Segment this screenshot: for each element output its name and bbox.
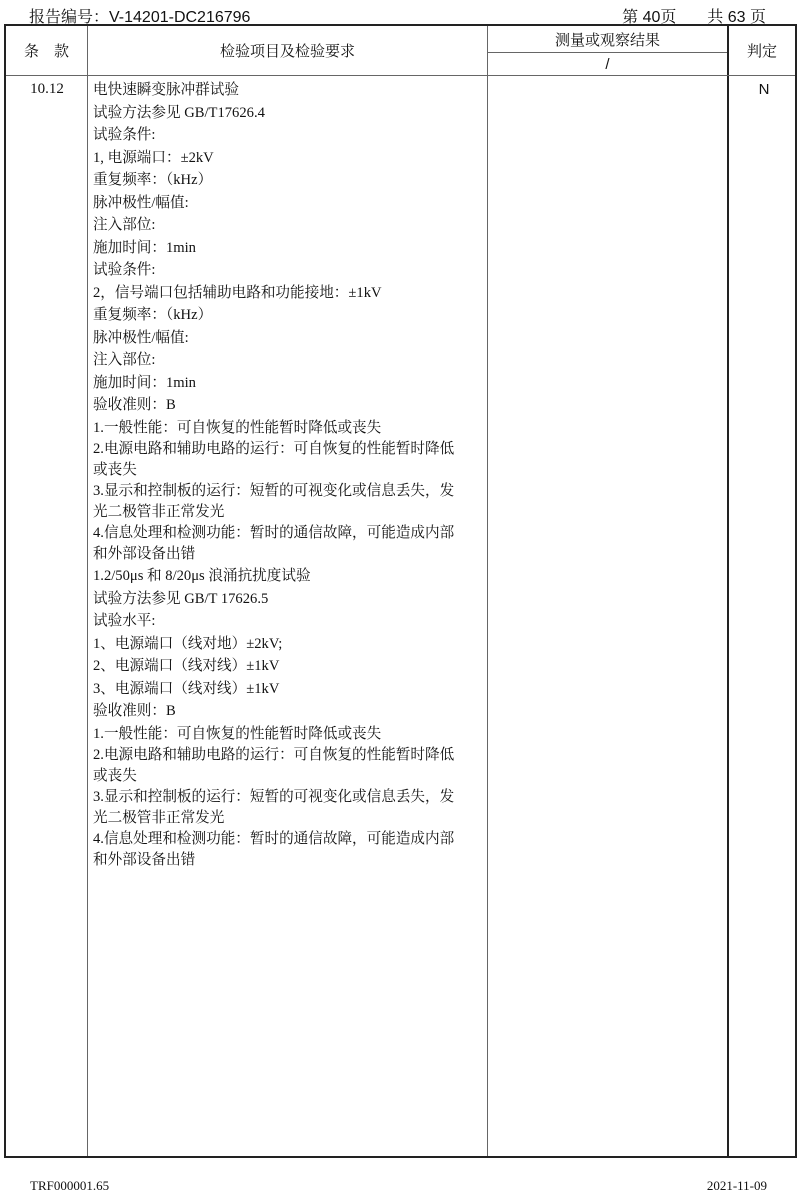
req-line: 3.显示和控制板的运行：短暂的可视变化或信息丢失，发 xyxy=(93,789,455,805)
req-line: 施加时间：1min xyxy=(93,374,196,391)
page-total: 共 63 页 xyxy=(707,9,766,26)
header-verdict: 判定 xyxy=(746,43,777,60)
report-number: 报告编号：V-14201-DC216796 xyxy=(29,9,251,26)
req-line: 和外部设备出错 xyxy=(93,546,196,562)
req-line: 试验条件: xyxy=(93,127,156,143)
verdict-value: N xyxy=(758,81,770,98)
req-line: 脉冲极性/幅值: xyxy=(93,194,189,211)
req-line: 脉冲极性/幅值: xyxy=(93,329,189,346)
column-divider xyxy=(87,26,88,1156)
req-line: 2，信号端口包括辅助电路和功能接地：±1kV xyxy=(93,284,382,301)
form-code: TRF000001.65 xyxy=(30,1178,110,1193)
header-result-sub: / xyxy=(605,55,610,73)
column-divider xyxy=(727,26,729,1156)
req-line: 施加时间：1min xyxy=(93,239,196,256)
req-line: 试验水平: xyxy=(93,613,156,629)
req-line: 注入部位: xyxy=(93,217,156,233)
req-line: 验收准则：B xyxy=(93,703,176,719)
header-result: 测量或观察结果 xyxy=(554,31,660,49)
req-line: 1.2/50μs 和 8/20μs 浪涌抗扰度试验 xyxy=(93,568,311,584)
req-line: 1.一般性能：可自恢复的性能暂时降低或丧失 xyxy=(93,725,382,742)
req-line: 2.电源电路和辅助电路的运行：可自恢复的性能暂时降低 xyxy=(93,747,455,763)
header-item: 检验项目及检验要求 xyxy=(219,43,355,60)
req-line: 注入部位: xyxy=(93,352,156,368)
req-line: 光二极管非正常发光 xyxy=(93,810,225,826)
req-line: 或丧失 xyxy=(93,768,137,784)
req-line: 光二极管非正常发光 xyxy=(93,504,225,520)
req-line: 1.一般性能：可自恢复的性能暂时降低或丧失 xyxy=(93,419,382,436)
req-line: 1, 电源端口：±2kV xyxy=(93,149,214,166)
clause-number: 10.12 xyxy=(30,81,64,97)
req-line: 3、电源端口（线对线）±1kV xyxy=(93,680,280,697)
req-line: 1、电源端口（线对地）±2kV; xyxy=(93,635,283,652)
page-current: 第 40页 xyxy=(622,9,677,26)
req-line: 2、电源端口（线对线）±1kV xyxy=(93,658,280,674)
header-bottom-border xyxy=(6,75,795,76)
req-line: 试验方法参见 GB/T 17626.5 xyxy=(93,590,269,607)
req-line: 验收准则：B xyxy=(93,397,176,413)
req-line: 或丧失 xyxy=(93,462,137,478)
header-clause: 条 款 xyxy=(23,43,69,60)
inspection-table xyxy=(4,24,797,1158)
req-line: 试验条件: xyxy=(93,262,156,278)
requirements-text xyxy=(91,79,491,871)
req-line: 2.电源电路和辅助电路的运行：可自恢复的性能暂时降低 xyxy=(93,441,455,457)
req-line: 4.信息处理和检测功能：暂时的通信故障，可能造成内部 xyxy=(93,525,455,541)
req-line: 3.显示和控制板的运行：短暂的可视变化或信息丢失，发 xyxy=(93,483,455,499)
issue-date: 2021-11-09 xyxy=(706,1178,767,1193)
req-line: 试验方法参见 GB/T17626.4 xyxy=(93,104,265,121)
req-line: 重复频率：（kHz） xyxy=(93,172,213,188)
req-line: 电快速瞬变脉冲群试验 xyxy=(93,82,239,98)
req-line: 重复频率：（kHz） xyxy=(93,307,213,323)
req-line: 和外部设备出错 xyxy=(93,852,196,868)
req-line: 4.信息处理和检测功能：暂时的通信故障，可能造成内部 xyxy=(93,831,455,847)
